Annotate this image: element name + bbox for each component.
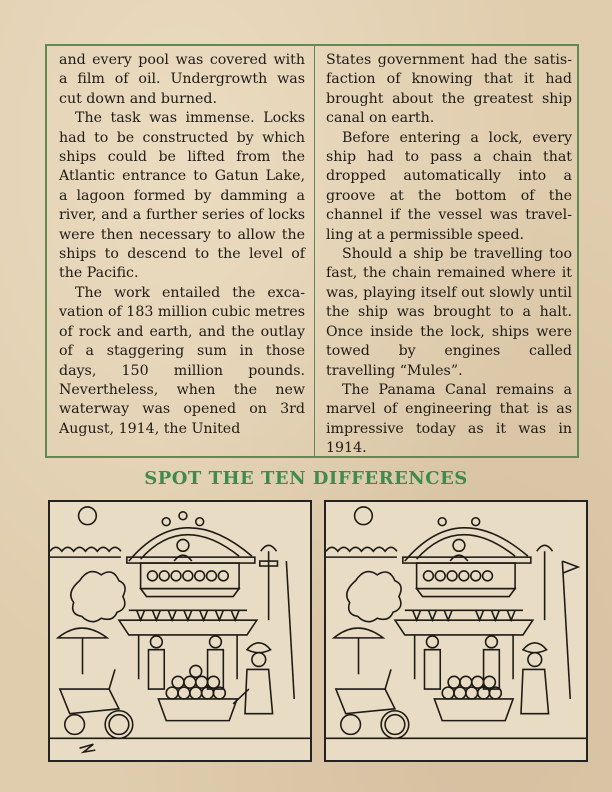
article-left-column [59,51,305,439]
puzzle-picture-right [324,500,588,762]
scalloped-wall [50,547,121,557]
balcony [141,563,239,596]
flagpole [562,561,578,699]
scooter [336,669,405,734]
vendor-left [424,636,440,689]
puzzle-title: SPOT THE TEN DIFFERENCES [144,468,468,489]
minaret [260,545,278,620]
ground [50,738,310,752]
vendor-right [484,636,500,689]
paragraph: States government had the satisfaction of knowing that it had brought about the greatest ship canal on earth. [326,52,572,127]
palace-dome [403,518,531,563]
bunting [129,610,247,620]
vendor-right [208,636,224,689]
paragraph: and every pool was covered with a film of oil. Undergrowth was cut down and burned. [59,52,305,107]
scalloped-wall [326,547,397,557]
stall-awning [119,620,257,679]
paragraph: The work entailed the excavation of 183 million cubic metres of rock and earth, and the outlay of a staggering sum in those days, 150 million pounds. Nevertheless, when the new waterway was opened on 3rd August, 1914, the United [59,284,305,437]
minaret [537,545,553,620]
paragraph: The Panama Canal remains a marvel of engineering that is as impressive today as it was in 1914. [326,381,572,457]
fruit-basket [434,676,513,720]
paragraph: Should a ship be travelling too fast, the chain remained where it was, playing itself out slowly until the ship was brought to a halt. Once inside the lock, ships were towed by engines called travelling “Mules”. [326,246,572,379]
cloud-tree [347,572,401,622]
puzzle-picture-left [48,500,312,762]
balcony [417,563,515,596]
turbaned-man [233,643,272,714]
article-box [45,44,579,458]
stall-awning [395,620,533,679]
paragraph: The task was immense. Locks had to be constructed by which ships could be lifted from the Atlantic entrance to Gatun Lake, a lagoon formed by damming a river, and a further series of locks were then necessary to allow the ships to descend to the level of the Pacific. [59,110,305,282]
turbaned-man [521,643,549,714]
flagpole [286,561,294,699]
article-right-column [326,51,572,459]
paragraph: Before entering a lock, every ship had to pass a chain that dropped automatically into a groove at the bottom of the channel if the vessel was travelling at a permissible speed. [326,129,572,243]
fruit-basket [158,665,237,720]
moon-icon [79,507,97,525]
column-divider [314,46,315,456]
umbrella [334,628,383,674]
scooter [60,669,129,734]
vendor-left [148,636,164,689]
umbrella [58,628,107,674]
cloud-tree [71,572,125,622]
bunting [405,610,523,620]
palace-dome [127,512,255,563]
moon-icon [355,507,373,525]
